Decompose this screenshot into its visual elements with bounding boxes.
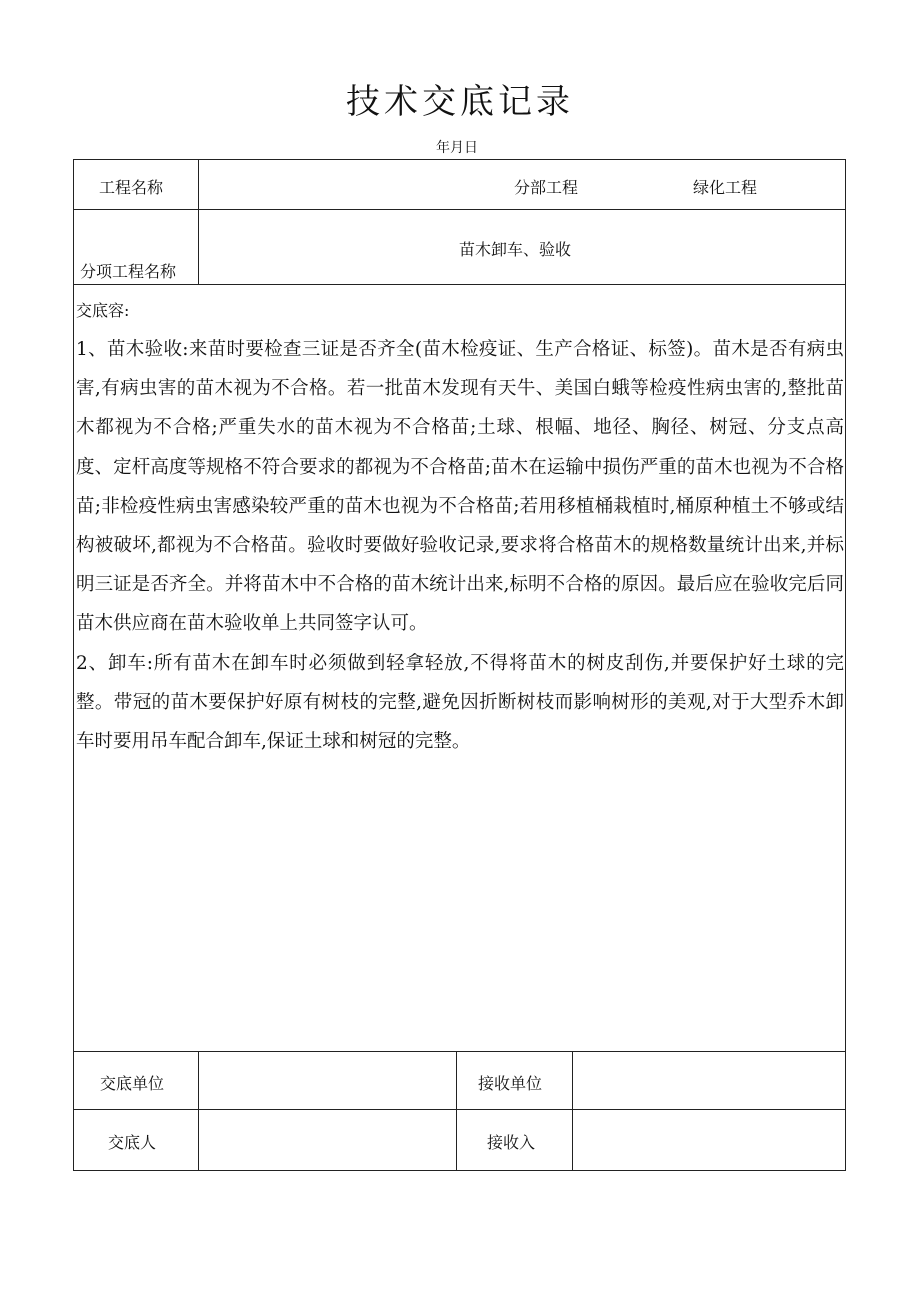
date-line: 年月日 — [436, 140, 478, 156]
col-divider-footer-3 — [572, 1051, 573, 1171]
col-divider-footer-1 — [198, 1051, 199, 1171]
row-divider-2 — [73, 284, 846, 285]
sub-project-label: 分部工程 — [514, 178, 579, 197]
receiver-unit-label: 接收单位 — [478, 1074, 543, 1093]
content-heading: 交底容: — [76, 301, 130, 320]
project-name-label: 工程名称 — [99, 178, 164, 197]
disclosure-content — [76, 296, 844, 761]
item-name-label: 分项工程名称 — [80, 262, 177, 281]
item-name-value: 苗木卸车、验收 — [459, 240, 572, 259]
row-divider-4 — [73, 1109, 846, 1110]
issuer-person-label: 交底人 — [108, 1133, 157, 1152]
issuer-unit-label: 交底单位 — [100, 1074, 165, 1093]
paragraph-unloading: 2、卸车:所有苗木在卸车时必须做到轻拿轻放,不得将苗木的树皮刮伤,并要保护好土球的完整。带冠的苗木要保护好原有树枝的完整,避免因折断树枝而影响树形的美观,对于大型乔木卸车时要用吊车配合卸车,保证土球和树冠的完整。 — [76, 652, 844, 753]
row-divider-3 — [73, 1051, 846, 1052]
col-divider-header — [198, 159, 199, 284]
document-title: 技术交底记录 — [346, 82, 574, 122]
receiver-person-label: 接收入 — [487, 1133, 536, 1152]
row-divider-1 — [73, 209, 846, 210]
sub-project-value: 绿化工程 — [693, 178, 758, 197]
paragraph-acceptance: 1、苗木验收:来苗时要检查三证是否齐全(苗木检疫证、生产合格证、标签)。苗木是否有病虫害,有病虫害的苗木视为不合格。若一批苗木发现有天牛、美国白蛾等检疫性病虫害的,整批苗木都视为不合格;严重失水的苗木视为不合格苗;土球、根幅、地径、胸径、树冠、分支点高度、定杆高度等规格不符合要求的都视为不合格苗;苗木在运输中损伤严重的苗木也视为不合格苗;非检疫性病虫害感染较严重的苗木也视为不合格苗;若用移植桶栽植时,桶原种植土不够或结构被破坏,都视为不合格苗。验收时要做好验收记录,要求将合格苗木的规格数量统计出来,并标明三证是否齐全。并将苗木中不合格的苗木统计出来,标明不合格的原因。最后应在验收完后同苗木供应商在苗木验收单上共同签字认可。 — [76, 339, 844, 635]
col-divider-footer-2 — [456, 1051, 457, 1171]
